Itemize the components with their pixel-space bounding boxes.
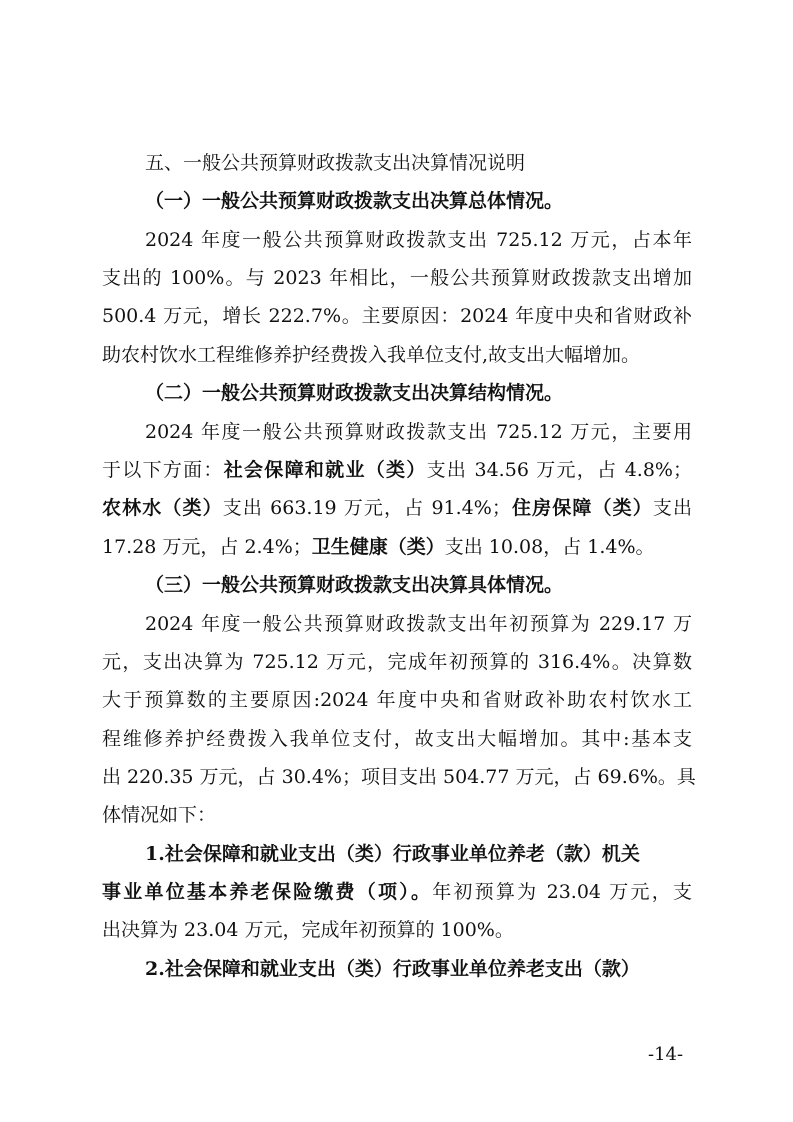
text-run: 年初预算为 23.04 万元，支 xyxy=(432,881,692,903)
paragraph-line: 2024 年度一般公共预算财政拨款支出 725.12 万元，占本年 xyxy=(145,229,692,251)
category-housing: 住房保障（类） xyxy=(510,497,653,519)
text-run: 支出 xyxy=(652,497,692,519)
text-run: 支出 10.08，占 1.4%。 xyxy=(444,536,655,558)
text-run: 支出 663.19 万元，占 91.4%； xyxy=(222,497,511,519)
paragraph-line: 2024 年度一般公共预算财政拨款支出 725.12 万元，主要用 xyxy=(145,421,692,443)
paragraph-line: 大于预算数的主要原因:2024 年度中央和省财政补助农村饮水工 xyxy=(102,689,692,711)
paragraph-line: 程维修养护经费拨入我单位支付，故支出大幅增加。其中:基本支 xyxy=(102,728,692,750)
page-number: -14- xyxy=(648,1044,684,1065)
paragraph-line xyxy=(102,491,692,525)
paragraph-line xyxy=(102,875,692,909)
text-run: 于以下方面： xyxy=(102,459,224,481)
text-run: 支出 34.56 万元，占 4.8%； xyxy=(426,459,692,481)
text-run: 17.28 万元，占 2.4%； xyxy=(102,536,312,558)
paragraph-line: 体情况如下： xyxy=(102,804,217,826)
paragraph-line xyxy=(102,453,692,487)
subsection-heading-1: （一）一般公共预算财政拨款支出决算总体情况。 xyxy=(145,190,564,212)
paragraph-line: 出 220.35 万元，占 30.4%；项目支出 504.77 万元，占 69.6%。具 xyxy=(102,766,696,788)
paragraph-line xyxy=(102,530,692,564)
paragraph-line: 助农村饮水工程维修养护经费拨入我单位支付,故支出大幅增加。 xyxy=(102,344,641,366)
item-2-title: 2.社会保障和就业支出（类）行政事业单位养老支出（款） xyxy=(145,958,640,980)
paragraph-line: 500.4 万元，增长 222.7%。主要原因：2024 年度中央和省财政补 xyxy=(102,305,692,327)
paragraph-line: 元，支出决算为 725.12 万元，完成年初预算的 316.4%。决算数 xyxy=(102,651,692,673)
category-health: 卫生健康（类） xyxy=(311,536,445,558)
subsection-heading-2: （二）一般公共预算财政拨款支出决算结构情况。 xyxy=(145,382,564,404)
section-heading: 五、一般公共预算财政拨款支出决算情况说明 xyxy=(145,152,526,174)
category-agriculture: 农林水（类） xyxy=(102,497,223,519)
paragraph-line: 2024 年度一般公共预算财政拨款支出年初预算为 229.17 万 xyxy=(145,613,692,635)
paragraph-line: 支出的 100%。与 2023 年相比，一般公共预算财政拨款支出增加 xyxy=(102,267,692,289)
category-social-security: 社会保障和就业（类） xyxy=(223,459,427,481)
item-1-title-cont: 事业单位基本养老保险缴费（项）。 xyxy=(102,881,433,903)
item-1-title: 1.社会保障和就业支出（类）行政事业单位养老（款）机关 xyxy=(145,843,640,865)
subsection-heading-3: （三）一般公共预算财政拨款支出决算具体情况。 xyxy=(145,574,564,596)
paragraph-line: 出决算为 23.04 万元，完成年初预算的 100%。 xyxy=(102,919,514,941)
